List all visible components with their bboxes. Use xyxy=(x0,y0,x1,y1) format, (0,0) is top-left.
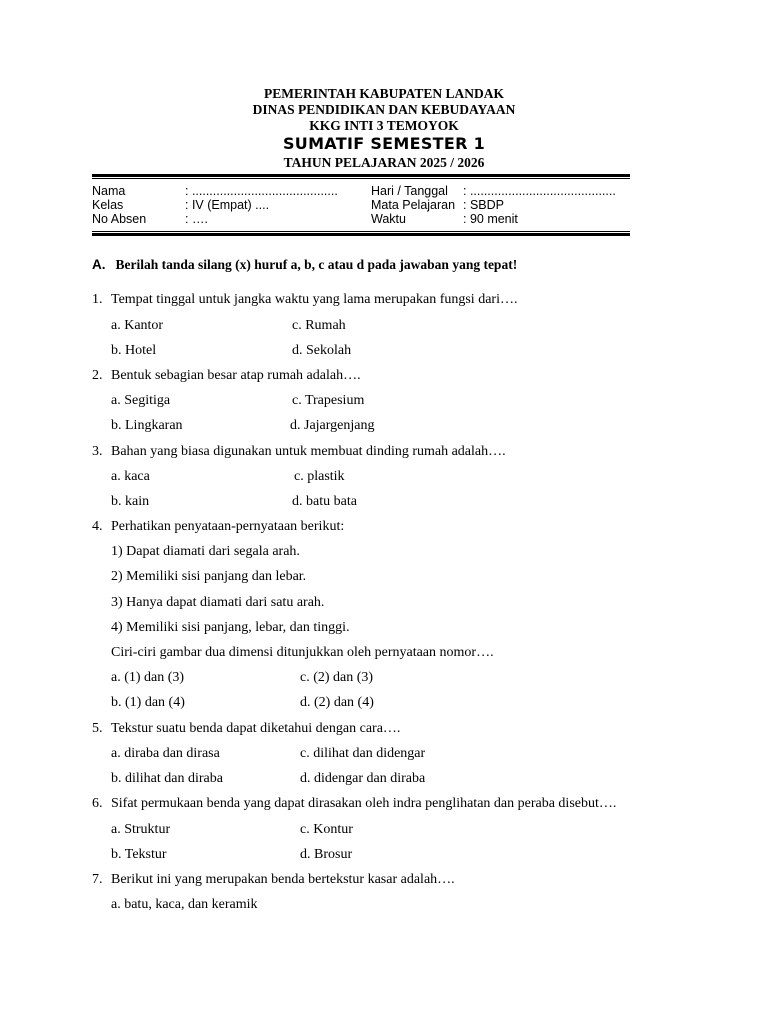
header-government: PEMERINTAH KABUPATEN LANDAK xyxy=(263,86,504,101)
absen-field[interactable]: : …. xyxy=(185,212,208,226)
option-b[interactable]: b. Tekstur xyxy=(111,847,167,862)
waktu-field: : 90 menit xyxy=(463,212,518,226)
question-number: 3. xyxy=(92,444,103,459)
option-c[interactable]: c. (2) dan (3) xyxy=(300,670,374,685)
option-a[interactable]: a. batu, kaca, dan keramik xyxy=(111,897,258,912)
statement-2: 2) Memiliki sisi panjang dan lebar. xyxy=(111,569,307,584)
bottom-rule-thick xyxy=(92,233,630,236)
hari-field[interactable]: : .......................................... xyxy=(463,184,616,198)
option-c[interactable]: c. Trapesium xyxy=(292,393,365,408)
option-b[interactable]: b. (1) dan (4) xyxy=(111,695,185,710)
option-d[interactable]: d. Brosur xyxy=(300,847,353,862)
header-department: DINAS PENDIDIKAN DAN KEBUDAYAAN xyxy=(252,102,516,117)
section-letter: A. xyxy=(92,257,106,272)
question-number: 4. xyxy=(92,519,103,534)
statement-3: 3) Hanya dapat diamati dari satu arah. xyxy=(111,595,325,610)
option-d[interactable]: d. Sekolah xyxy=(292,343,352,358)
option-d[interactable]: d. batu bata xyxy=(292,494,357,509)
option-d[interactable]: d. Jajargenjang xyxy=(290,418,375,433)
option-c[interactable]: c. dilihat dan didengar xyxy=(300,746,426,761)
question-text: Tekstur suatu benda dapat diketahui dengan cara…. xyxy=(111,721,401,736)
section-instruction xyxy=(92,257,517,273)
statement-1: 1) Dapat diamati dari segala arah. xyxy=(111,544,300,559)
question-text: Perhatikan penyataan-pernyataan berikut: xyxy=(111,519,345,534)
top-rule-thin xyxy=(92,178,630,179)
exam-title: SUMATIF SEMESTER 1 xyxy=(282,134,486,153)
kelas-label: Kelas xyxy=(92,198,124,212)
option-a[interactable]: a. diraba dan dirasa xyxy=(111,746,220,761)
academic-year: TAHUN PELAJARAN 2025 / 2026 xyxy=(283,155,485,170)
mapel-field: : SBDP xyxy=(463,198,504,212)
kelas-field[interactable]: : IV (Empat) .... xyxy=(185,198,270,212)
question-number: 7. xyxy=(92,872,103,887)
nama-field[interactable]: : .......................................... xyxy=(185,184,338,198)
question-text: Berikut ini yang merupakan benda bertekstur kasar adalah…. xyxy=(111,872,455,887)
question-prompt: Ciri-ciri gambar dua dimensi ditunjukkan oleh pernyataan nomor…. xyxy=(111,645,494,660)
statement-4: 4) Memiliki sisi panjang, lebar, dan tinggi. xyxy=(111,620,350,635)
option-b[interactable]: b. Lingkaran xyxy=(111,418,183,433)
option-a[interactable]: a. kaca xyxy=(111,469,150,484)
option-c[interactable]: c. Kontur xyxy=(300,822,353,837)
option-a[interactable]: a. Struktur xyxy=(111,822,171,837)
question-number: 6. xyxy=(92,796,103,811)
question-number: 1. xyxy=(92,292,103,307)
option-c[interactable]: c. Rumah xyxy=(292,318,346,333)
option-a[interactable]: a. Kantor xyxy=(111,318,164,333)
option-d[interactable]: d. (2) dan (4) xyxy=(300,695,374,710)
question-text: Bentuk sebagian besar atap rumah adalah…. xyxy=(111,368,361,383)
question-number: 5. xyxy=(92,721,103,736)
nama-label: Nama xyxy=(92,184,126,198)
top-rule-thick xyxy=(92,174,630,177)
header-kkg: KKG INTI 3 TEMOYOK xyxy=(309,118,459,133)
question-text: Sifat permukaan benda yang dapat dirasakan oleh indra penglihatan dan peraba disebut…. xyxy=(111,796,617,811)
option-d[interactable]: d. didengar dan diraba xyxy=(300,771,426,786)
option-a[interactable]: a. Segitiga xyxy=(111,393,171,408)
question-number: 2. xyxy=(92,368,103,383)
option-b[interactable]: b. Hotel xyxy=(111,343,157,358)
question-text: Tempat tinggal untuk jangka waktu yang lama merupakan fungsi dari…. xyxy=(111,292,518,307)
option-b[interactable]: b. kain xyxy=(111,494,150,509)
waktu-label: Waktu xyxy=(371,212,406,226)
hari-label: Hari / Tanggal xyxy=(371,184,448,198)
absen-label: No Absen xyxy=(92,212,147,226)
option-b[interactable]: b. dilihat dan diraba xyxy=(111,771,223,786)
section-text: Berilah tanda silang (x) huruf a, b, c atau d pada jawaban yang tepat! xyxy=(115,257,518,272)
option-c[interactable]: c. plastik xyxy=(294,469,345,484)
bottom-rule-thin xyxy=(92,231,630,232)
option-a[interactable]: a. (1) dan (3) xyxy=(111,670,185,685)
question-text: Bahan yang biasa digunakan untuk membuat dinding rumah adalah…. xyxy=(111,444,506,459)
mapel-label: Mata Pelajaran xyxy=(371,198,456,212)
